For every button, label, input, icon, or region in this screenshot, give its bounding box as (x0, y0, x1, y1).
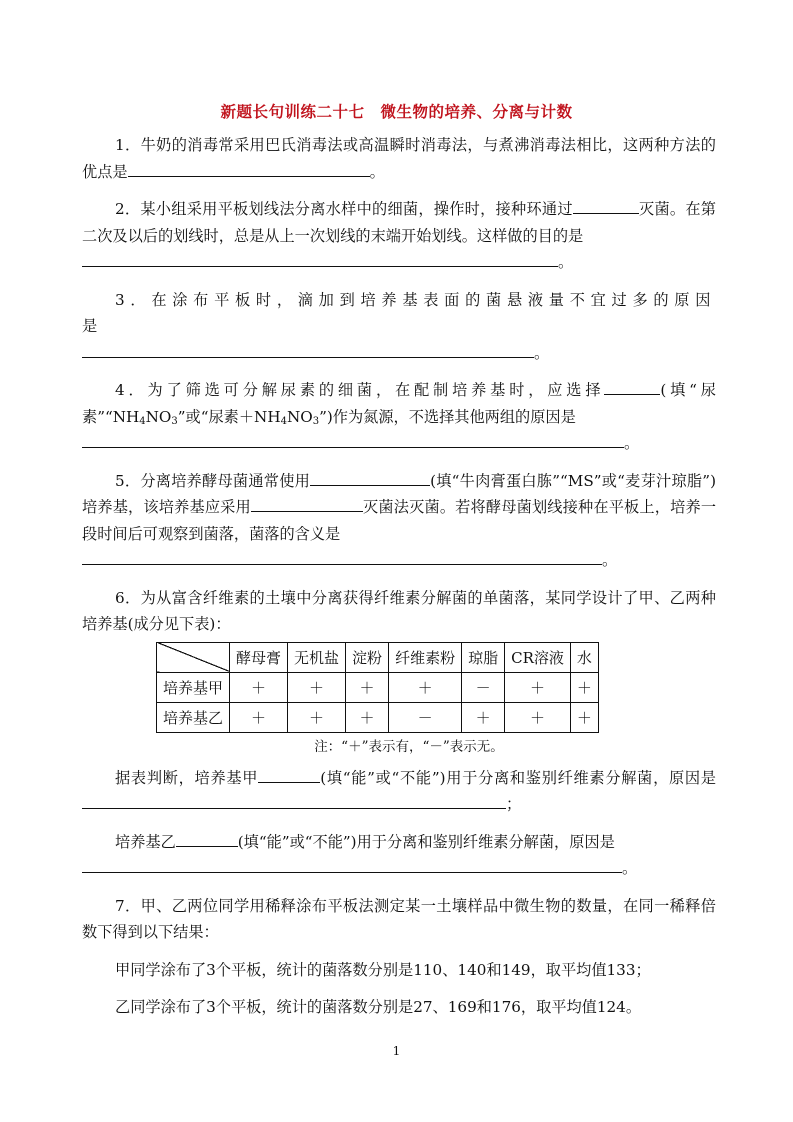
answer-blank[interactable] (82, 340, 534, 358)
question-text: (填“能”或“不能”)用于分离和鉴别纤维素分解菌，原因是 (237, 832, 615, 851)
question-text: (填“牛肉膏蛋白胨”“MS”或“麦芽汁琼脂”)培养基，该培养基应采用 (82, 471, 716, 516)
table-cell: ＋ (230, 672, 288, 702)
answer-blank[interactable] (82, 855, 622, 873)
question-text: 培养基乙 (115, 832, 176, 851)
question-7: 7．甲、乙两位同学用稀释涂布平板法测定某一土壤样品中微生物的数量，在同一稀释倍数下得到以下结果： (82, 896, 716, 941)
row-label: 培养基甲 (157, 672, 230, 702)
table-cell: ＋ (346, 702, 389, 732)
answer-blank[interactable] (251, 494, 363, 512)
table-note: 注：“＋”表示有，“－”表示无。 (314, 738, 504, 755)
table-cell: ＋ (346, 672, 389, 702)
culture-medium-table (156, 642, 599, 733)
question-text: ”)作为氮源，不选择其他两组的原因是 (319, 407, 576, 426)
table-cell: ＋ (570, 702, 598, 732)
question-text: NO (145, 407, 172, 426)
question-text: 。 (369, 162, 385, 181)
column-header: 淀粉 (346, 642, 389, 672)
answer-blank[interactable] (573, 196, 639, 214)
answer-blank[interactable] (82, 547, 602, 565)
table-cell: ＋ (288, 702, 346, 732)
column-header: CR溶液 (505, 642, 571, 672)
question-text: 1．牛奶的消毒常采用巴氏消毒法或高温瞬时消毒法，与煮沸消毒法相比，这两种方法的优点是 (82, 136, 716, 181)
question-1 (82, 132, 716, 185)
question-text: 。 (558, 253, 574, 271)
question-text: 。 (534, 343, 550, 362)
question-text: ； (506, 795, 522, 813)
column-header: 琼脂 (462, 642, 505, 672)
question-text: 。 (622, 859, 638, 877)
question-text: 4．为了筛选可分解尿素的细菌，在配制培养基时，应选择 (115, 381, 605, 399)
page-title: 新题长句训练二十七 微生物的培养、分离与计数 (220, 103, 573, 121)
question-6-part-a (82, 765, 716, 818)
answer-blank[interactable] (604, 377, 660, 395)
question-text: 5．分离培养酵母菌通常使用 (115, 471, 311, 490)
answer-blank[interactable] (258, 765, 320, 783)
question-text: (填“尿素”“NH (82, 381, 716, 426)
subscript: 3 (171, 415, 178, 427)
table-cell: － (462, 672, 505, 702)
question-6-part-b (82, 829, 716, 882)
question-2 (82, 196, 716, 276)
answer-blank[interactable] (176, 829, 238, 847)
table-cell: ＋ (505, 702, 571, 732)
question-text: 3．在涂布平板时，滴加到培养基表面的菌悬液量不宜过多的原因是 (82, 290, 716, 335)
question-text: ”或“尿素＋NH (177, 407, 281, 426)
question-text: 。 (624, 434, 640, 452)
question-4 (82, 377, 716, 457)
answer-blank[interactable] (128, 159, 370, 177)
table-cell: ＋ (570, 672, 598, 702)
row-label: 培养基乙 (157, 702, 230, 732)
table-cell: ＋ (462, 702, 505, 732)
question-text: 2．某小组采用平板划线法分离水样中的细菌，操作时，接种环通过 (115, 200, 573, 218)
subscript: 4 (280, 415, 287, 427)
question-text: 灭菌法灭菌。若将酵母菌划线接种在平板上，培养一段时间后可观察到菌落，菌落的含义是 (82, 498, 717, 543)
answer-blank[interactable] (310, 468, 430, 486)
table-cell: － (389, 702, 462, 732)
question-6: 6．为从富含纤维素的土壤中分离获得纤维素分解菌的单菌落，某同学设计了甲、乙两种培养基(成分见下表)： (82, 588, 716, 633)
question-text: NO (286, 407, 313, 426)
column-header: 酵母膏 (230, 642, 288, 672)
question-text: 。 (602, 551, 618, 569)
question-5 (82, 468, 716, 574)
question-3 (82, 287, 716, 367)
table-cell: ＋ (505, 672, 571, 702)
table-cell: ＋ (230, 702, 288, 732)
page-number: 1 (392, 1044, 401, 1058)
table-cell: ＋ (288, 672, 346, 702)
subscript: 4 (139, 415, 146, 427)
table-row (157, 702, 599, 732)
question-text: (填“能”或“不能”)用于分离和鉴别纤维素分解菌，原因是 (320, 768, 716, 787)
question-7-line-1: 甲同学涂布了3个平板，统计的菌落数分别是110、140和149，取平均值133； (115, 960, 651, 979)
table-row (157, 672, 599, 702)
answer-blank[interactable] (82, 249, 558, 267)
column-header: 无机盐 (288, 642, 346, 672)
answer-blank[interactable] (82, 430, 624, 448)
question-text: 灭菌。在第二次及以后的划线时，总是从上一次划线的末端开始划线。这样做的目的是 (82, 200, 716, 245)
answer-blank[interactable] (82, 791, 506, 809)
table-cell: ＋ (389, 672, 462, 702)
question-7-line-2: 乙同学涂布了3个平板，统计的菌落数分别是27、169和176，取平均值124。 (115, 998, 642, 1016)
subscript: 3 (312, 415, 320, 427)
question-text: 据表判断，培养基甲 (115, 768, 259, 787)
question-list (82, 132, 716, 1021)
column-header: 纤维素粉 (389, 642, 462, 672)
table-header-row (157, 642, 599, 672)
column-header: 水 (570, 642, 598, 672)
diagonal-corner-cell (157, 642, 230, 672)
